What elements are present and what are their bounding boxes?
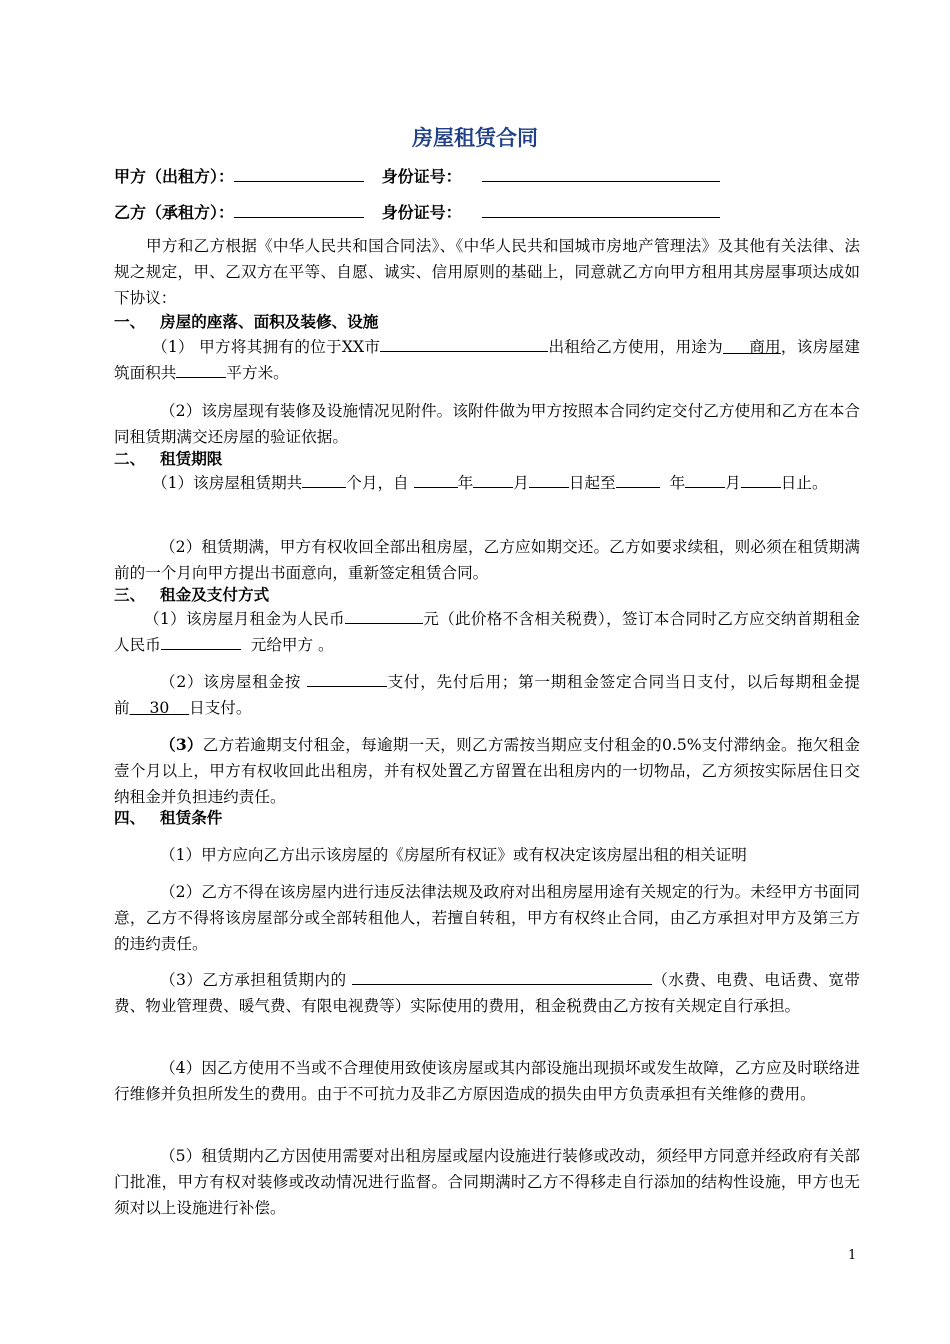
end-year-blank[interactable]	[616, 472, 660, 488]
section-number: 一、	[114, 313, 146, 331]
party-a-line	[114, 164, 720, 188]
s4-paragraph-3	[114, 967, 860, 1019]
s1-paragraph-2: （2）该房屋现有装修及设施情况见附件。该附件做为甲方按照本合同约定交付乙方使用和乙方在本合同租赁期满交还房屋的验证依据。	[114, 402, 860, 446]
section-number: 四、	[114, 809, 146, 827]
monthly-rent-blank[interactable]	[345, 608, 423, 624]
location-blank[interactable]	[380, 336, 548, 352]
s3-p3-number: （3）	[160, 735, 203, 754]
s4-p3-text-b: （水费、电费、电话费、宽带费、物业管理费、暖气费、有限电视费等）实际使用的费用，租金税费由乙方按有关规定自行承担。	[114, 971, 860, 1015]
s3-p2-text-c: 日支付。	[189, 699, 252, 717]
s3-paragraph-1	[114, 606, 860, 658]
s3-p1-text-b: 元（此价格不含相关税费），签订本合同时乙方应交纳首期租金人民币	[114, 610, 861, 654]
section-heading-2	[114, 447, 222, 471]
s1-p1-text-b: 出租给乙方使用，用途为	[548, 338, 724, 356]
s3-p3-text: 乙方若逾期支付租金，每逾期一天，则乙方需按当期应支付租金的0.5%支付滞纳金。拖欠租金壹个月以上，甲方有权收回此出租房，并有权处置乙方留置在出租房内的一切物品，乙方须按实际居住日交纳租金并负担违约责任。	[114, 736, 860, 806]
month-label: 月	[725, 474, 741, 492]
section-number: 二、	[114, 450, 146, 468]
s3-p1-text-a: （1）该房屋月租金为人民币	[144, 610, 345, 628]
months-blank[interactable]	[302, 472, 346, 488]
party-b-id-label: 身份证号：	[381, 203, 462, 222]
section-title: 租赁期限	[160, 450, 223, 468]
s4-paragraph-5: （5）租赁期内乙方因使用需要对出租房屋或屋内设施进行装修或改动，须经甲方同意并经政府有关部门批准，甲方有权对装修或改动情况进行监督。合同期满时乙方不得移走自行添加的结构性设施，甲方也无须对以上设施进行补偿。	[114, 1147, 860, 1217]
s2-p1-end: 止。	[796, 474, 828, 492]
s3-p2-text-a: （2）该房屋租金按	[160, 673, 302, 691]
day-to-label: 日	[780, 474, 797, 492]
s2-paragraph-2: （2）租赁期满，甲方有权收回全部出租房屋，乙方应如期交还。乙方如要求续租，则必须在租赁期满前的一个月向甲方提出书面意向，重新签定租赁合同。	[114, 538, 860, 582]
start-month-blank[interactable]	[473, 472, 513, 488]
fees-blank[interactable]	[352, 969, 652, 985]
s1-p1-text-c: ，该房屋建筑面积共	[114, 338, 860, 382]
area-blank[interactable]	[176, 362, 226, 378]
party-a-id-blank[interactable]	[482, 165, 720, 182]
party-a-id-label: 身份证号：	[381, 167, 462, 186]
advance-days-value: 30	[149, 699, 170, 717]
s2-paragraph-1	[114, 470, 860, 496]
section-heading-1	[114, 310, 378, 334]
s2-p1-text-a: （1）该房屋租赁期共	[152, 474, 303, 492]
document-title: 房屋租赁合同	[412, 126, 538, 150]
s1-paragraph-1	[114, 334, 860, 386]
s2-p1-text-b: 个月，自	[346, 474, 409, 492]
payment-method-blank[interactable]	[307, 671, 387, 687]
section-heading-4	[114, 806, 222, 830]
end-day-blank[interactable]	[741, 472, 781, 488]
s4-p3-text-a: （3）乙方承担租赁期内的	[160, 971, 347, 989]
party-a-label: 甲方（出租方）：	[114, 167, 235, 186]
section-number: 三、	[114, 586, 146, 604]
s3-p2-text-b: 支付，先付后用；第一期租金签定合同当日支付，以后每期租金提前	[114, 673, 860, 717]
intro-paragraph: 甲方和乙方根据《中华人民共和国合同法》、《中华人民共和国城市房地产管理法》及其他有关法律、法规之规定，甲、乙双方在平等、自愿、诚实、信用原则的基础上，同意就乙方向甲方租用其房屋事项达成如下协议：	[114, 237, 860, 307]
s1-p1-text-d: 平方米。	[226, 364, 289, 382]
party-b-id-blank[interactable]	[482, 201, 720, 218]
section-title: 租金及支付方式	[160, 586, 270, 604]
party-b-line	[114, 200, 720, 224]
s4-paragraph-4: （4）因乙方使用不当或不合理使用致使该房屋或其内部设施出现损坏或发生故障，乙方应及时联络进行维修并负担所发生的费用。由于不可抗力及非乙方原因造成的损失由甲方负责承担有关维修的费用。	[114, 1059, 860, 1103]
start-day-blank[interactable]	[529, 472, 569, 488]
s3-paragraph-3	[114, 732, 860, 810]
usage-value: 商用	[749, 338, 781, 356]
section-title: 房屋的座落、面积及装修、设施	[160, 313, 379, 331]
start-year-blank[interactable]	[414, 472, 458, 488]
party-b-label: 乙方（承租方）：	[114, 203, 235, 222]
party-b-name-blank[interactable]	[234, 201, 364, 218]
s3-paragraph-2	[114, 669, 860, 721]
section-title: 租赁条件	[160, 809, 223, 827]
first-payment-blank[interactable]	[161, 634, 241, 650]
year-label: 年	[669, 474, 686, 492]
s3-p1-text-c: 元给甲方 。	[250, 636, 334, 654]
month-label: 月	[513, 474, 529, 492]
s4-paragraph-1: （1）甲方应向乙方出示该房屋的《房屋所有权证》或有权决定该房屋出租的相关证明	[160, 846, 747, 864]
s4-paragraph-2: （2）乙方不得在该房屋内进行违反法律法规及政府对出租房屋用途有关规定的行为。未经甲方书面同意，乙方不得将该房屋部分或全部转租他人，若擅自转租，甲方有权终止合同，由乙方承担对甲方及第三方的违约责任。	[114, 883, 860, 953]
day-from-label: 日起至	[568, 474, 616, 492]
page-number: 1	[848, 1248, 857, 1263]
s1-p1-text-a: （1） 甲方将其拥有的位于XX市	[152, 338, 381, 356]
section-heading-3	[114, 583, 269, 607]
end-month-blank[interactable]	[685, 472, 725, 488]
year-label: 年	[457, 474, 474, 492]
party-a-name-blank[interactable]	[234, 165, 364, 182]
